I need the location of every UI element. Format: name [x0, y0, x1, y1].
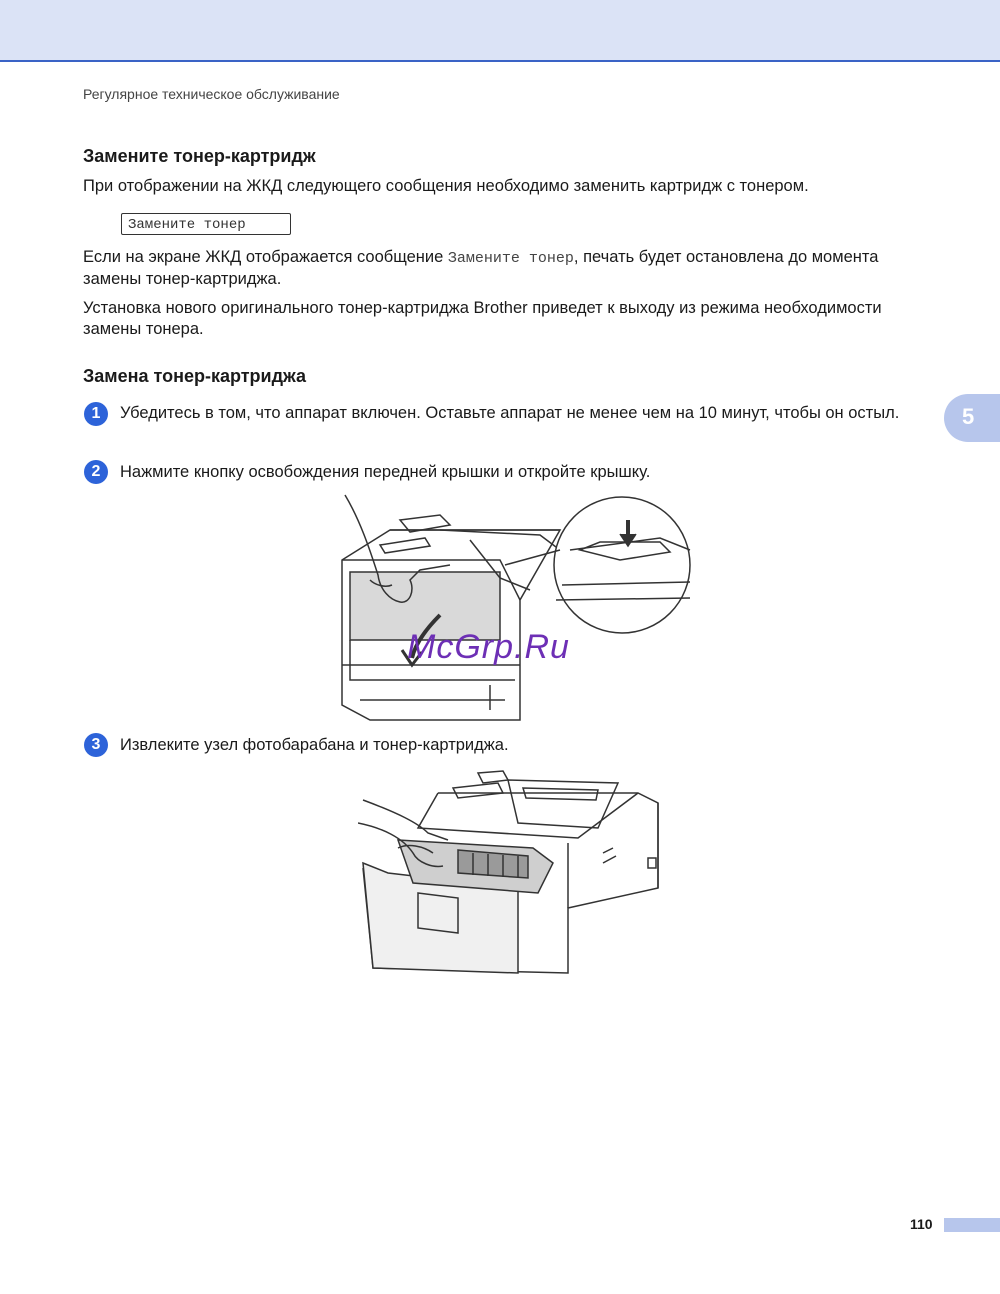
step-2-text: Нажмите кнопку освобождения передней крышки и откройте крышку.	[120, 463, 651, 481]
section-title-replacing-cartridge: Замена тонер-картриджа	[83, 366, 307, 386]
page-number-bar	[944, 1218, 1000, 1232]
running-title: Регулярное техническое обслуживание	[83, 86, 340, 102]
lcd-message-box: Замените тонер	[121, 213, 291, 235]
para2-text-end: , печать будет остановлена до момента замены тонер-картриджа.	[83, 248, 879, 288]
step-1-badge: 1	[84, 402, 108, 426]
step-3-text: Извлеките узел фотобарабана и тонер-картриджа.	[120, 736, 509, 754]
remove-drum-unit-illustration	[358, 768, 663, 980]
top-band	[0, 0, 1000, 62]
section-title-replace-toner: Замените тонер-картридж	[83, 146, 316, 166]
step-3-badge: 3	[84, 733, 108, 757]
open-front-cover-illustration	[330, 490, 695, 725]
lcd-explanation-paragraph	[83, 247, 923, 290]
chapter-number: 5	[962, 404, 975, 429]
step-1-text: Убедитесь в том, что аппарат включен. Оставьте аппарат не менее чем на 10 минут, чтобы он остыл.	[120, 404, 900, 422]
step-2-badge: 2	[84, 460, 108, 484]
genuine-toner-paragraph: Установка нового оригинального тонер-картриджа Brother приведет к выходу из режима необходимости замены тонера.	[83, 299, 882, 338]
para2-text-start: Если на экране ЖКД отображается сообщение	[83, 248, 448, 266]
chapter-tab	[944, 394, 1000, 442]
watermark: McGrp.Ru	[407, 628, 570, 666]
intro-paragraph: При отображении на ЖКД следующего сообщения необходимо заменить картридж с тонером.	[83, 177, 809, 195]
page-number: 110	[910, 1216, 933, 1232]
para2-lcd-code: Замените тонер	[447, 250, 574, 267]
